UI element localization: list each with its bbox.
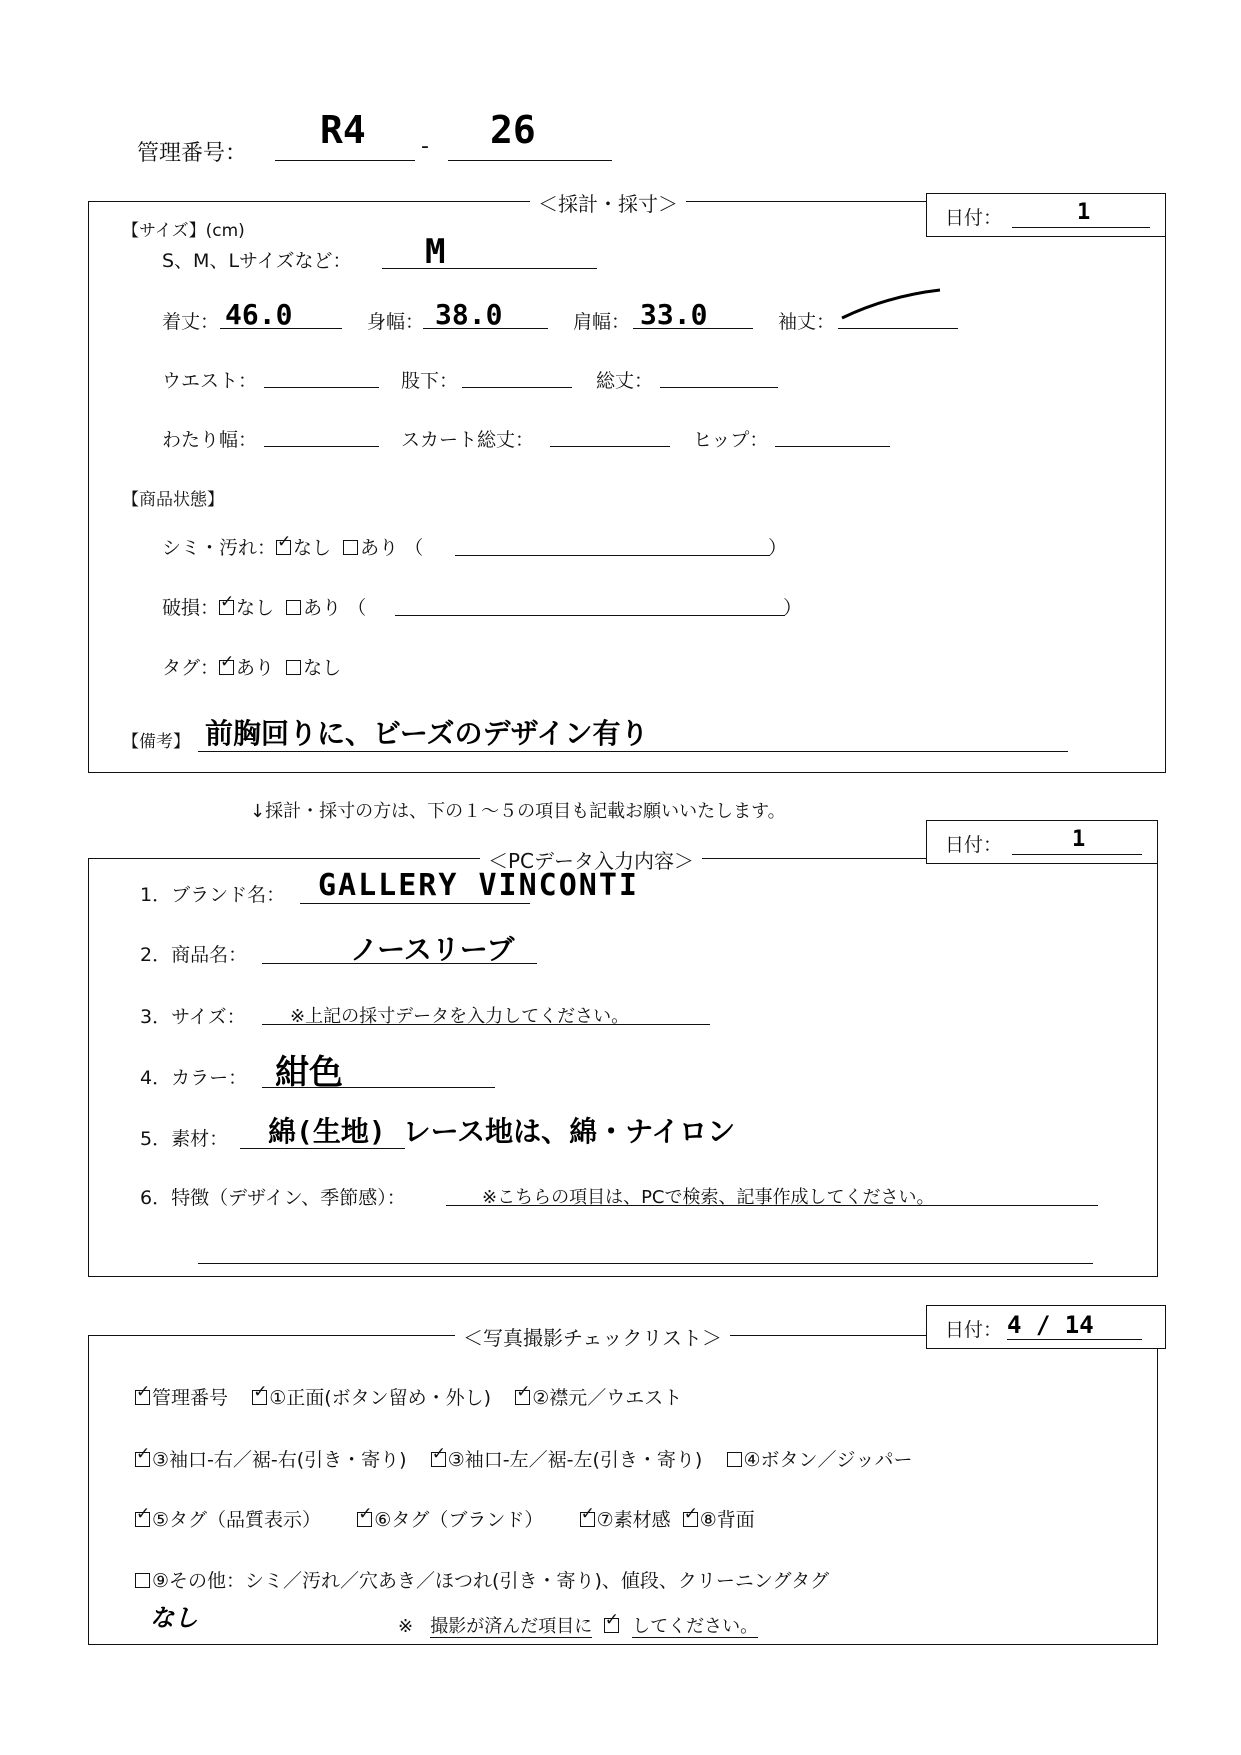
damage-exists-checkbox[interactable] [286,600,301,615]
color-value[interactable]: 紺色 [275,1053,343,1093]
stain-row: シミ・汚れ：✓ なし あり （ [162,533,423,560]
hip-label: ヒップ： [693,429,769,451]
damage-row: 破損：✓ なし あり （ [162,593,366,620]
photo-date-box [926,1305,1166,1349]
waist-label: ウエスト： [162,370,258,392]
kitake-value[interactable]: 46.0 [225,298,293,331]
measurement-date-value[interactable]: 1 [1077,200,1091,225]
check-front[interactable] [252,1390,267,1405]
pc-section-title: ＜PCデータ入力内容＞ [480,845,702,874]
checklist-row-3: ✓⑤タグ（品質表示） ✓ ⑥タグ（ブランド） ✓ ⑦素材感 ✓ ⑧背面 [135,1505,755,1532]
mgmt-dash: - [421,134,429,159]
checklist-row-1: ✓管理番号 ✓ ①正面(ボタン留め・外し) ✓ ②襟元／ウエスト [135,1383,682,1410]
feature-value: ※こちらの項目は、PCで検索、記事作成してください。 [482,1187,935,1208]
check-collar-waist[interactable] [515,1390,530,1405]
material-value[interactable]: 綿(生地) レース地は、綿・ナイロン [268,1115,736,1148]
mihaba-value[interactable]: 38.0 [435,298,503,331]
check-mgmt-number[interactable] [135,1390,150,1405]
kitake-label: 着丈： [162,311,220,333]
checklist-footer-note: ※ 撮影が済んだ項目に ✓ してください。 [398,1612,758,1638]
pc-size-value: ※上記の採寸データを入力してください。 [290,1006,630,1027]
pc-data-section [88,858,1158,1277]
tag-row: タグ：✓ あり なし [162,653,341,680]
stain-exists-checkbox[interactable] [343,540,358,555]
pc-instruction-note: ↓採計・採寸の方は、下の１～５の項目も記載お願いいたします。 [250,801,786,822]
feature-label: 6．特徴（デザイン、季節感）： [140,1187,406,1209]
check-cuff-left[interactable] [431,1452,446,1467]
mgmt-part2-underline [448,160,612,161]
damage-detail-field[interactable] [395,615,785,616]
pc-date-label: 日付： [945,834,1003,856]
material-label: 5．素材： [140,1128,229,1150]
product-value[interactable]: ノースリーブ [350,933,515,966]
tag-none-checkbox[interactable] [286,660,301,675]
pc-size-label: 3．サイズ： [140,1006,246,1028]
check-tag-brand[interactable] [357,1512,372,1527]
photo-date-value[interactable]: 4 / 14 [1007,1311,1094,1339]
footer-check-sample-icon [604,1618,619,1633]
check-back[interactable] [683,1512,698,1527]
soutake-label: 総丈： [596,370,654,392]
measurement-section [88,201,1166,773]
check-cuff-right[interactable] [135,1452,150,1467]
size-heading: 【サイズ】(cm) [122,221,245,241]
brand-label: 1．ブランド名： [140,884,286,906]
skirt-label: スカート総丈： [401,429,535,451]
katahaba-value[interactable]: 33.0 [640,298,708,331]
size-class-value[interactable]: M [425,232,446,272]
check-material[interactable] [580,1512,595,1527]
watari-label: わたり幅： [162,429,258,451]
matashita-label: 股下： [401,370,459,392]
photo-date-label: 日付： [945,1319,1003,1341]
brand-value[interactable]: GALLERY VINCONTI [318,868,639,903]
katahaba-label: 肩幅： [573,311,631,333]
pc-date-value[interactable]: 1 [1072,827,1086,852]
stain-detail-field[interactable] [455,555,770,556]
remarks-label: 【備考】 [122,732,190,752]
other-note-value[interactable]: なし [150,1604,198,1632]
mgmt-number-part1[interactable]: R4 [320,108,366,152]
feature-second-line[interactable] [198,1263,1093,1264]
pc-date-box [926,820,1158,864]
sodetake-label: 袖丈： [778,311,836,333]
measurement-date-label: 日付： [945,207,1003,229]
condition-heading: 【商品状態】 [122,490,224,510]
mgmt-number-label: 管理番号： [137,141,248,166]
stain-none-checkbox[interactable] [276,540,291,555]
check-other[interactable] [135,1573,150,1588]
size-class-label: S、M、Lサイズなど： [162,250,352,272]
tag-exists-checkbox[interactable] [219,660,234,675]
color-label: 4．カラー： [140,1067,248,1089]
checklist-row-4: ⑨その他：シミ／汚れ／穴あき／ほつれ(引き・寄り)、値段、クリーニングタグ [135,1566,829,1593]
tag-label: タグ： [162,657,220,679]
mihaba-label: 身幅： [367,311,425,333]
check-tag-quality[interactable] [135,1512,150,1527]
remarks-value[interactable]: 前胸回りに、ビーズのデザイン有り [205,717,649,750]
photo-checklist-section [88,1335,1158,1645]
photo-section-title: ＜写真撮影チェックリスト＞ [455,1322,730,1351]
check-button-zipper[interactable] [727,1452,742,1467]
checklist-row-2: ✓③袖口-右／裾-右(引き・寄り) ✓ ③袖口-左／裾-左(引き・寄り) ④ボタン／ジッパー [135,1445,913,1472]
mgmt-number-part2[interactable]: 26 [490,108,536,152]
measurement-section-title: ＜採計・採寸＞ [530,188,686,217]
damage-none-checkbox[interactable] [219,600,234,615]
product-label: 2．商品名： [140,944,248,966]
stain-label: シミ・汚れ： [162,537,277,559]
damage-label: 破損： [162,597,220,619]
measurement-date-box [926,193,1166,237]
mgmt-part1-underline [275,160,415,161]
sodetake-dash-mark [838,284,948,324]
